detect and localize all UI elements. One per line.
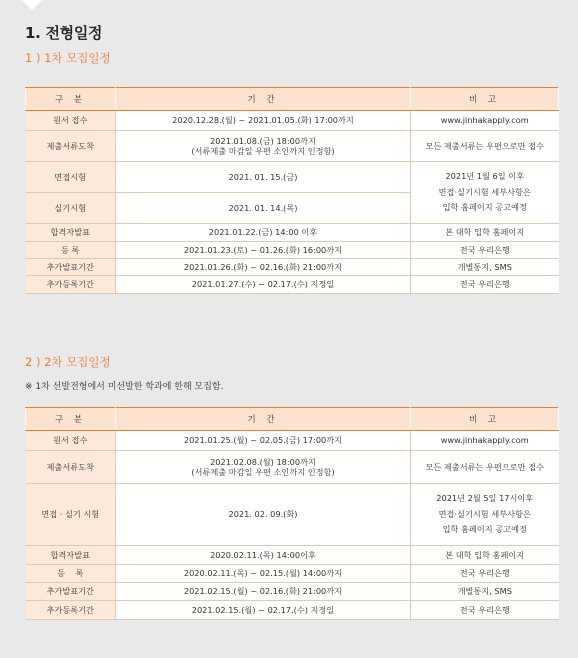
column-header-remark: 비 고 [411,408,559,431]
row-remark: www.jinhakapply.com [411,111,559,131]
table-row [26,484,559,546]
page-title: 1. 전형일정 [25,24,103,42]
table-header-row [26,408,559,431]
row-remark: 전국 우리은행 [411,565,559,583]
row-period: 2021.01.25.(월) ~ 02.05.(금) 17:00까지 [116,431,411,451]
round2-heading: 2 ) 2차 모집일정 [25,355,111,369]
table-row [26,131,559,162]
row-period: 2021. 02. 09.(화) [116,484,411,546]
round1-schedule-table [25,87,559,294]
row-category: 원서 접수 [26,111,116,131]
row-remark: 본 대학 입학 홈페이지 [411,224,559,242]
row-category: 추가발표기간 [26,583,116,601]
table-row [26,259,559,276]
table-row [26,242,559,259]
row-category: 면접시험 [26,162,116,193]
row-category: 추가등록기간 [26,601,116,620]
round1-heading-wrap [25,50,558,66]
table-row [26,224,559,242]
row-period: 2021.01.08.(금) 18:00까지 (서류제출 마감일 우편 소인까지 인정함) [116,131,411,162]
round2-heading-wrap [25,354,558,370]
row-category: 합격자발표 [26,546,116,565]
row-remark: 전국 우리은행 [411,242,559,259]
column-header-period: 기 간 [116,88,411,111]
row-category: 추가등록기간 [26,276,116,294]
row-period: 2021. 01. 15.(금) [116,162,411,193]
table-row [26,451,559,484]
column-header-category: 구 분 [26,88,116,111]
row-category: 제출서류도착 [26,451,116,484]
schedule-section [25,22,558,43]
column-header-period: 기 간 [116,408,411,431]
row-remark-merged: 2021년 1월 6일 이후 면접·실기시험 세부사항은 입학 홈페이지 공고예정 [411,162,559,224]
row-category: 합격자발표 [26,224,116,242]
row-remark: 개별통지, SMS [411,583,559,601]
table-row [26,546,559,565]
column-header-remark: 비 고 [411,88,559,111]
row-remark: www.jinhakapply.com [411,431,559,451]
table-header-row [26,88,559,111]
row-period: 2021.01.27.(수) ~ 02.17.(수) 지정일 [116,276,411,294]
row-category: 등 록 [26,565,116,583]
row-period: 2021. 01. 14.(목) [116,193,411,224]
row-period: 2020.12.28.(월) ~ 2021.01.05.(화) 17:00까지 [116,111,411,131]
round1-heading: 1 ) 1차 모집일정 [25,51,111,65]
table-row [26,162,559,193]
row-category: 실기시험 [26,193,116,224]
row-remark: 본 대학 입학 홈페이지 [411,546,559,565]
round2-note: ※ 1차 선발전형에서 미선발한 학과에 한해 모집함. [25,382,224,392]
row-remark: 전국 우리은행 [411,601,559,620]
table-row [26,583,559,601]
row-period: 2021.02.08.(월) 18:00까지 (서류제출 마감일 우편 소인까지 인정함) [116,451,411,484]
row-category: 등 록 [26,242,116,259]
column-header-category: 구 분 [26,408,116,431]
row-remark: 전국 우리은행 [411,276,559,294]
row-category: 원서 접수 [26,431,116,451]
row-remark: 모든 제출서류는 우편으로만 접수 [411,131,559,162]
round2-note-wrap [25,379,558,392]
top-notch-decoration [22,0,42,10]
row-period: 2021.02.15.(월) ~ 02.17.(수) 지정일 [116,601,411,620]
round2-schedule-table [25,407,559,620]
table-row [26,111,559,131]
row-category: 추가발표기간 [26,259,116,276]
row-category: 면접 · 실기 시험 [26,484,116,546]
table-row [26,565,559,583]
row-period: 2020.02.11.(목) ~ 02.15.(월) 14:00까지 [116,565,411,583]
row-category: 제출서류도착 [26,131,116,162]
table-row [26,431,559,451]
table-row [26,601,559,620]
row-period: 2021.02.15.(월) ~ 02.16.(화) 21:00까지 [116,583,411,601]
table-row [26,276,559,294]
row-period: 2021.01.23.(토) ~ 01.26.(화) 16:00까지 [116,242,411,259]
row-remark: 개별통지, SMS [411,259,559,276]
row-remark: 2021년 2월 5일 17시이후 면접·실기시험 세부사항은 입학 홈페이지 공고예정 [411,484,559,546]
round2-table-wrap [25,407,558,620]
round1-table-wrap [25,87,558,294]
row-period: 2020.02.11.(목) 14:00이후 [116,546,411,565]
row-remark: 모든 제출서류는 우편으로만 접수 [411,451,559,484]
row-period: 2021.01.22.(금) 14:00 이후 [116,224,411,242]
row-period: 2021.01.26.(화) ~ 02.16.(화) 21:00까지 [116,259,411,276]
